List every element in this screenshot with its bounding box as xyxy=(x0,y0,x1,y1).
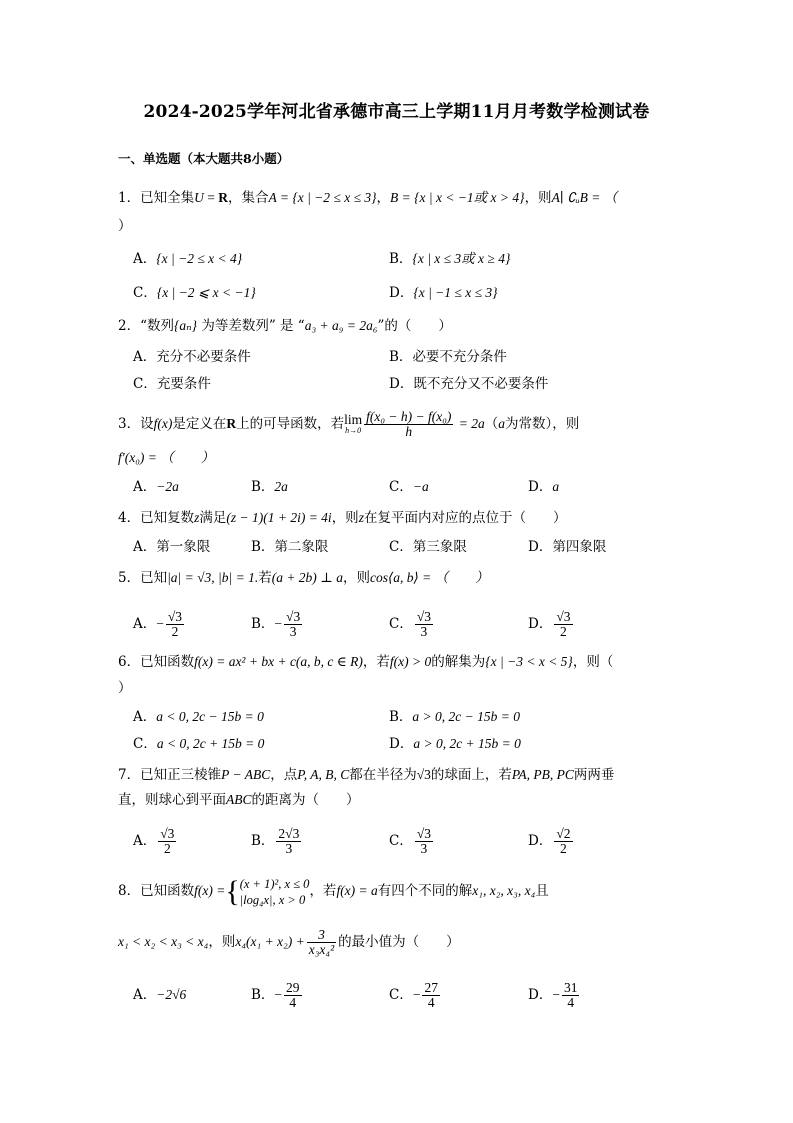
section-heading: 一、单选题（本大题共8小题） xyxy=(118,151,290,166)
question-5-option-c[interactable]: C． $\frac{√3}{3}$ xyxy=(389,609,432,639)
question-6-option-a[interactable]: A．a < 0, 2c − 15b = 0 xyxy=(133,709,264,725)
limit-operator: lim h→0 xyxy=(344,411,363,435)
question-2-option-d[interactable]: D．既不充分又不必要条件 xyxy=(389,376,549,392)
question-2-stem: 2．“数列{aₙ} 为等差数列” 是 “a₃ + a₉ = 2a₆”的（ ） xyxy=(118,318,452,334)
question-2-option-b[interactable]: B．必要不充分条件 xyxy=(389,349,507,365)
question-5-stem: 5．已知|a| = √3, |b| = 1.若(a + 2b) ⊥ a，则cos⟨a, b⟩ = （ ） xyxy=(118,570,489,586)
question-8-option-c[interactable]: C．− $\frac{27}{4}$ xyxy=(389,980,438,1010)
question-8-stem: 8．已知函数f(x) ={ (x + 1)², x ≤ 0 |log₄x|, x > 0 ，若f(x) = a有四个不同的解x₁, x₂, x₃, x₄且 xyxy=(118,874,549,908)
question-3-option-a[interactable]: A．−2a xyxy=(133,479,179,495)
question-1-option-b[interactable]: B．{x | x ≤ 3或 x ≥ 4} xyxy=(389,251,511,267)
question-4-option-d[interactable]: D．第四象限 xyxy=(528,539,607,555)
question-3-stem-cont: f′(x₀) = （ ） xyxy=(118,450,215,465)
question-6-option-c[interactable]: C．a < 0, 2c + 15b = 0 xyxy=(133,736,265,752)
question-6-option-d[interactable]: D．a > 0, 2c + 15b = 0 xyxy=(389,736,521,752)
limit-fraction: $\frac{\text{f(x₀ − h) − f(x₀)}}{h}$ xyxy=(366,409,452,439)
question-3-option-d[interactable]: D．a xyxy=(528,479,560,495)
question-8-stem-cont: x₁ < x₂ < x₃ < x₄，则x₄(x₁ + x₂) + $\frac{3}{\text{x₃x₄²}}$ 的最小值为（ ） xyxy=(118,927,460,957)
question-3-option-b[interactable]: B．2a xyxy=(251,479,288,495)
question-2-option-a[interactable]: A．充分不必要条件 xyxy=(133,349,251,365)
question-3-option-c[interactable]: C．−a xyxy=(389,479,429,495)
question-8-option-a[interactable]: A．−2√6 xyxy=(133,987,187,1003)
question-7-option-b[interactable]: B． $\frac{2√3}{3}$ xyxy=(251,826,300,856)
piecewise-brace: { xyxy=(225,874,240,908)
question-5-option-a[interactable]: A．− $\frac{√3}{2}$ xyxy=(133,609,183,639)
question-2-option-c[interactable]: C．充要条件 xyxy=(133,376,211,392)
question-4-option-b[interactable]: B．第二象限 xyxy=(251,539,329,555)
question-1-stem-cont: ） xyxy=(118,218,132,234)
question-7-stem-cont: 直，则球心到平面ABC的距离为（ ） xyxy=(118,792,360,808)
question-6-option-b[interactable]: B．a > 0, 2c − 15b = 0 xyxy=(389,709,520,725)
question-8-option-d[interactable]: D．− $\frac{31}{4}$ xyxy=(528,980,578,1010)
question-7-option-c[interactable]: C． $\frac{√3}{3}$ xyxy=(389,826,432,856)
question-5-option-b[interactable]: B．− $\frac{√3}{3}$ xyxy=(251,609,301,639)
page-title: 2024-2025学年河北省承德市高三上学期11月月考数学检测试卷 xyxy=(143,102,650,122)
question-4-option-c[interactable]: C．第三象限 xyxy=(389,539,467,555)
question-6-stem-cont: ） xyxy=(118,680,132,696)
question-1-option-d[interactable]: D．{x | −1 ≤ x ≤ 3} xyxy=(389,285,498,301)
question-1-option-a[interactable]: A．{x | −2 ≤ x < 4} xyxy=(133,251,243,267)
question-4-stem: 4．已知复数z满足(z − 1)(1 + 2i) = 4i，则z在复平面内对应的点位于（ ） xyxy=(118,510,567,526)
question-7-option-d[interactable]: D． $\frac{√2}{2}$ xyxy=(528,826,571,856)
question-4-option-a[interactable]: A．第一象限 xyxy=(133,539,211,555)
question-5-option-d[interactable]: D． $\frac{√3}{2}$ xyxy=(528,609,571,639)
question-6-stem: 6．已知函数f(x) = ax² + bx + c(a, b, c ∈ R)，若f(x) > 0的解集为{x | −3 < x < 5}，则（ xyxy=(118,654,614,670)
question-8-option-b[interactable]: B．− $\frac{29}{4}$ xyxy=(251,980,300,1010)
question-7-option-a[interactable]: A． $\frac{√3}{2}$ xyxy=(133,826,175,856)
question-1-option-c[interactable]: C．{x | −2 ⩽ x < −1} xyxy=(133,285,256,301)
question-3-stem: 3．设f(x)是定义在R上的可导函数，若lim h→0 $\frac{\text{f(x₀ − h) − f(x₀)}}{h}$ = 2a（a为常数），则 xyxy=(118,409,580,439)
piecewise-cases: (x + 1)², x ≤ 0 |log₄x|, x > 0 xyxy=(239,876,310,907)
question-7-stem: 7．已知正三棱锥P − ABC，点P, A, B, C都在半径为√3的球面上，若PA, PB, PC两两垂 xyxy=(118,767,615,783)
question-1-stem: 1．已知全集U = R，集合A = {x | −2 ≤ x ≤ 3}，B = {x | x < −1或 x > 4}，则A∣ ∁ᵤB = （ xyxy=(118,190,618,206)
